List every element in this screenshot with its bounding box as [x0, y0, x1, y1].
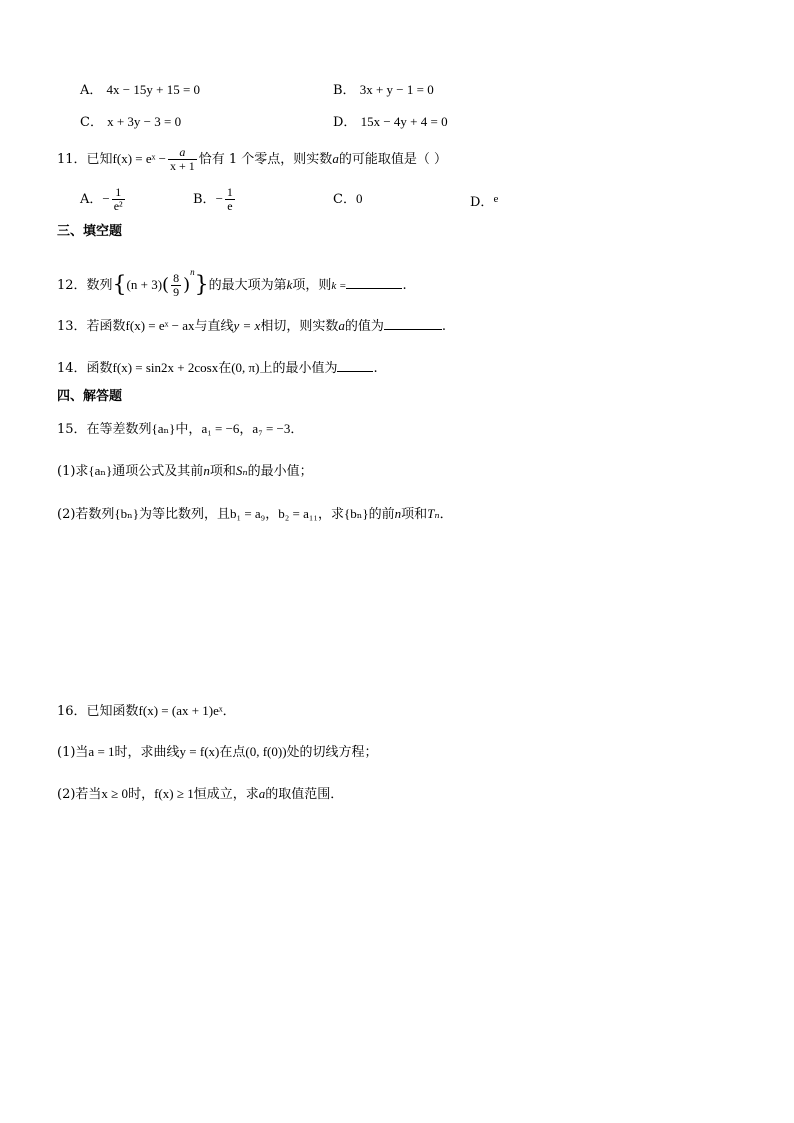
- q11-stem: [57, 145, 447, 174]
- fraction: [225, 186, 235, 213]
- function-expression: f(x) = sin2x + 2cosx: [112, 360, 219, 375]
- question-text: 的取值范围．: [265, 787, 344, 802]
- part-label: (1)当: [57, 745, 89, 760]
- q11-option-b: [193, 184, 237, 215]
- option-label: B．: [333, 83, 356, 98]
- option-label: B．: [193, 192, 216, 207]
- condition: b₂ = a₁₁: [278, 506, 318, 521]
- punctuation: ，: [239, 422, 253, 437]
- variable: Sₙ: [235, 463, 248, 478]
- fraction-denominator: e: [227, 199, 233, 213]
- question-text: 通项公式及其前: [112, 464, 204, 479]
- punctuation: ．: [439, 507, 453, 522]
- curve-expression: y = f(x): [179, 744, 220, 759]
- fraction: [168, 146, 197, 173]
- question-number: 11．已知: [57, 152, 113, 167]
- line-expression: y = x: [233, 318, 261, 333]
- exponent: n: [190, 267, 195, 277]
- punctuation: ．: [290, 422, 304, 437]
- q15-part-2: [57, 505, 453, 524]
- q16-part-1: [57, 743, 378, 762]
- left-brace: {: [112, 272, 127, 298]
- condition: b₁ = a₉: [230, 506, 266, 521]
- variable: n: [203, 463, 210, 478]
- question-text: 项和: [401, 507, 428, 522]
- inequality: f(x) ≥ 1: [154, 786, 194, 801]
- answer-blank: [337, 357, 373, 372]
- option-label: D．: [333, 115, 357, 130]
- condition: a₁ = −6: [201, 421, 240, 436]
- answer-lhs: k =: [331, 280, 347, 292]
- left-paren: (: [162, 274, 170, 296]
- sequence: {bₙ}: [343, 506, 369, 521]
- function-expression: f(x) = (ax + 1)eˣ: [138, 703, 223, 718]
- question-number: 15．在等差数列: [57, 422, 152, 437]
- variable: Tₙ: [427, 506, 440, 521]
- question-number: 16．已知函数: [57, 704, 139, 719]
- variable: a: [258, 786, 266, 801]
- sequence: {aₙ}: [151, 421, 176, 436]
- q16-stem: [57, 702, 236, 721]
- question-text: 时，: [128, 787, 155, 802]
- condition: x ≥ 0: [101, 786, 129, 801]
- option-equation: 15x − 4y + 4 = 0: [360, 114, 448, 129]
- fraction: [112, 186, 125, 213]
- option-label: D．: [470, 195, 494, 210]
- question-text: 为等比数列，且: [139, 507, 231, 522]
- question-text: 与直线: [194, 319, 234, 334]
- q10-option-b: [333, 81, 434, 100]
- q11-option-a: [80, 184, 127, 215]
- question-text: 的可能取值是（ ）: [338, 152, 447, 167]
- punctuation: ．: [222, 704, 236, 719]
- fraction-numerator: 1: [226, 185, 233, 199]
- sign: −: [215, 191, 223, 206]
- section-heading-fill-in: 三、填空题: [57, 224, 123, 239]
- part-label: (2)若数列: [57, 507, 115, 522]
- right-paren: ): [183, 274, 191, 296]
- sign: −: [102, 191, 110, 206]
- question-text: 恰有 1 个零点，则实数: [198, 152, 333, 167]
- answer-blank: [384, 315, 442, 330]
- q11-option-c: [333, 190, 362, 209]
- option-equation: 3x + y − 1 = 0: [359, 82, 434, 97]
- sequence-term: (n + 3): [126, 277, 163, 292]
- punctuation: ，: [265, 507, 279, 522]
- part-label: (1)求: [57, 464, 89, 479]
- interval: (0, π): [231, 360, 260, 375]
- point: (0, f(0)): [245, 744, 287, 759]
- variable: a: [338, 318, 345, 333]
- q15-stem: [57, 420, 303, 439]
- question-number: 12．数列: [57, 278, 113, 293]
- q10-option-c: [80, 113, 181, 132]
- option-label: A．: [80, 83, 103, 98]
- fraction-numerator: a: [168, 146, 197, 160]
- fraction: [171, 272, 181, 299]
- option-equation: 4x − 15y + 15 = 0: [106, 82, 201, 97]
- option-value: 0: [355, 191, 363, 206]
- question-text: ，求: [317, 507, 344, 522]
- option-label: C．: [333, 192, 356, 207]
- q11-option-d: [470, 190, 498, 212]
- part-label: (2)若当: [57, 787, 102, 802]
- variable: a: [332, 151, 339, 166]
- punctuation: .: [402, 278, 407, 293]
- question-text: 时，求曲线: [114, 745, 180, 760]
- answer-blank: [346, 274, 402, 289]
- question-text: 的前: [368, 507, 395, 522]
- question-text: 相切，则实数: [260, 319, 339, 334]
- variable: k: [286, 277, 293, 292]
- function-expression: f(x) = eˣ − ax: [125, 318, 195, 333]
- fraction-denominator: e²: [113, 199, 123, 213]
- fraction-denominator: x + 1: [169, 159, 195, 173]
- sequence: {aₙ}: [88, 463, 113, 478]
- q14-stem: [57, 357, 378, 378]
- question-text: 处的切线方程；: [286, 745, 378, 760]
- fraction-numerator: 8: [173, 271, 180, 285]
- sequence: {bₙ}: [114, 506, 140, 521]
- option-label: C．: [80, 115, 103, 130]
- punctuation: .: [441, 319, 446, 334]
- q16-part-2: [57, 785, 343, 804]
- punctuation: .: [373, 361, 378, 376]
- question-number: 13．若函数: [57, 319, 126, 334]
- condition: a₇ = −3: [252, 421, 291, 436]
- question-text: 的最大项为第: [208, 278, 287, 293]
- section-heading-solutions: 四、解答题: [57, 389, 123, 404]
- fraction-denominator: 9: [173, 285, 180, 299]
- condition: a = 1: [88, 744, 115, 759]
- fraction-numerator: 1: [112, 186, 125, 200]
- variable: n: [394, 506, 402, 521]
- q10-option-d: [333, 113, 448, 132]
- question-text: 的最小值；: [247, 464, 313, 479]
- option-value: e: [493, 193, 499, 205]
- question-text: 中，: [175, 422, 202, 437]
- function-expression: f(x) = eˣ −: [112, 151, 166, 166]
- q10-option-a: [80, 81, 200, 100]
- question-text: 上的最小值为: [259, 361, 338, 376]
- q15-part-1: [57, 462, 313, 481]
- question-text: 恒成立，求: [193, 787, 259, 802]
- question-text: 项和: [209, 464, 236, 479]
- question-text: 项，则: [292, 278, 332, 293]
- question-text: 在: [218, 361, 232, 376]
- question-text: 在点: [219, 745, 246, 760]
- question-text: 的值为: [344, 319, 384, 334]
- right-brace: }: [194, 272, 209, 298]
- option-equation: x + 3y − 3 = 0: [107, 114, 182, 129]
- q13-stem: [57, 315, 446, 336]
- question-number: 14．函数: [57, 361, 113, 376]
- q12-stem: [57, 250, 407, 308]
- option-label: A．: [80, 192, 103, 207]
